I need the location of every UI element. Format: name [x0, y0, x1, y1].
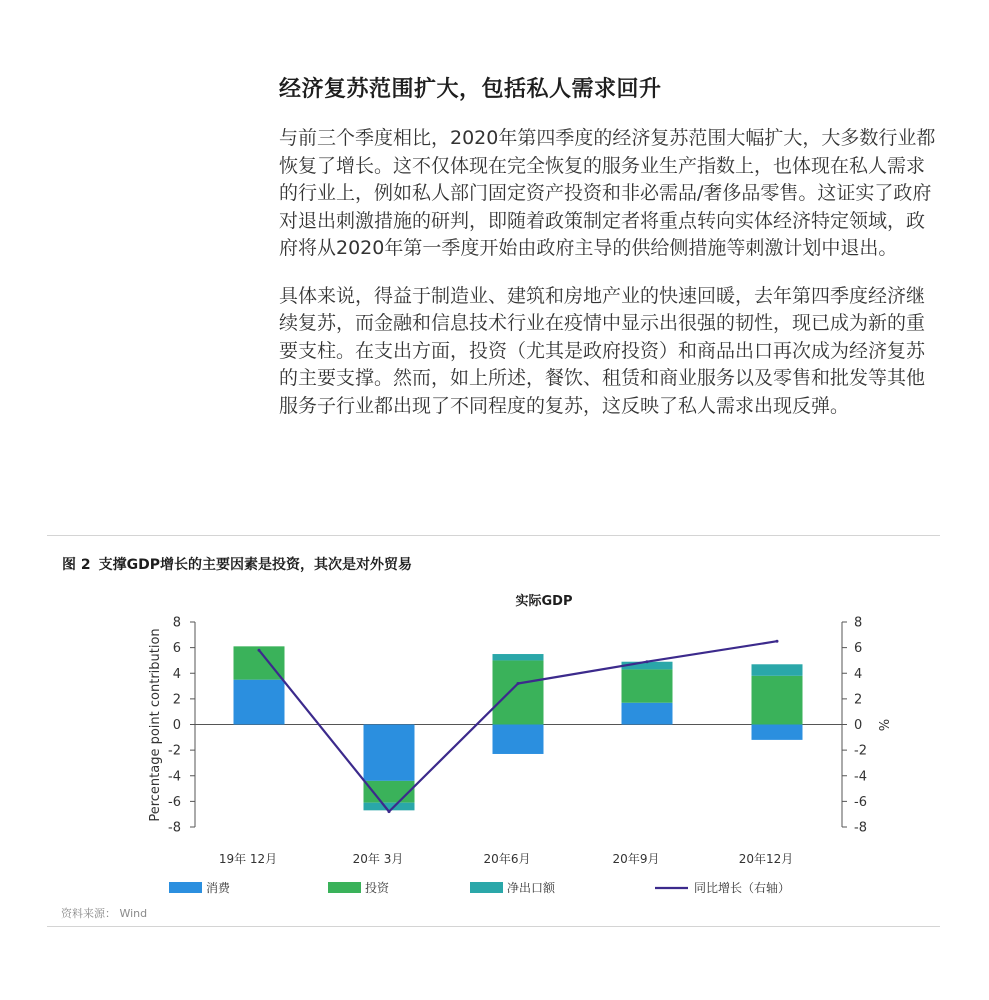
legend-label-line: 同比增长（右轴）	[694, 881, 791, 895]
x-category-label: 20年9月	[612, 852, 660, 866]
y2-tick-label: 2	[854, 692, 863, 708]
yoy-growth-point	[646, 660, 649, 663]
y-tick-label: -2	[168, 743, 181, 759]
yoy-growth-point	[517, 682, 520, 685]
article-paragraph-1: 与前三个季度相比，2020年第四季度的经济复苏范围大幅扩大，大多数行业都恢复了增长。这不仅体现在完全恢复的服务业生产指数上，也体现在私人需求的行业上，例如私人部门固定资产投资和非必需品/奢侈品零售。这证实了政府对退出刺激措施的研判，即随着政策制定者将重点转向实体经济特定领域，政府将从2020年第一季度开始由政府主导的供给侧措施等刺激计划中退出。	[279, 127, 936, 259]
yoy-growth-point	[776, 640, 779, 643]
yoy-growth-point	[258, 649, 261, 652]
y-tick-label: 2	[172, 692, 181, 708]
bar-segment-消费-20年6月	[493, 725, 544, 754]
y-tick-label: 0	[172, 718, 181, 733]
bar-segment-消费-20年 3月	[364, 725, 415, 781]
x-category-label: 19年 12月	[218, 852, 278, 866]
top-divider	[47, 535, 940, 536]
bar-segment-消费-20年9月	[622, 703, 673, 725]
y2-tick-label: -2	[854, 743, 867, 759]
bar-segment-投资-20年6月	[493, 660, 544, 724]
bar-segment-消费-19年 12月	[234, 680, 285, 725]
bar-segment-净出口额-20年 3月	[364, 803, 415, 811]
legend-swatch-消费	[169, 882, 202, 893]
figure-number: 图 2	[62, 557, 91, 573]
legend-swatch-投资	[328, 882, 361, 893]
y2-tick-label: 4	[854, 666, 863, 682]
y2-tick-label: 8	[854, 615, 863, 631]
y-tick-label: 6	[172, 641, 181, 657]
bar-segment-消费-20年12月	[752, 725, 803, 740]
y2-tick-label: -4	[854, 769, 867, 785]
yoy-growth-point	[388, 810, 391, 813]
y-axis-label: Percentage point contribution	[148, 628, 163, 822]
legend-swatch-净出口额	[470, 882, 503, 893]
source-note: 资料来源： Wind	[61, 907, 148, 920]
figure-caption	[62, 554, 412, 574]
legend-label-投资: 投资	[365, 881, 390, 895]
y-tick-label: -8	[168, 820, 181, 836]
y2-tick-label: -6	[854, 794, 867, 810]
figure-caption-text: 支撑GDP增长的主要因素是投资，其次是对外贸易	[98, 557, 412, 573]
bar-segment-净出口额-20年12月	[752, 664, 803, 676]
bar-segment-投资-20年 3月	[364, 781, 415, 803]
bar-segment-投资-20年12月	[752, 676, 803, 725]
legend-label-净出口额: 净出口额	[507, 881, 556, 895]
legend-label-消费: 消费	[206, 881, 231, 895]
bottom-divider	[47, 926, 940, 927]
gdp-contribution-chart	[0, 585, 989, 903]
y2-tick-label: 0	[854, 718, 863, 733]
y2-tick-label: -8	[854, 820, 867, 836]
article-paragraph-2: 具体来说，得益于制造业、建筑和房地产业的快速回暖，去年第四季度经济继续复苏，而金融和信息技术行业在疫情中显示出很强的韧性，现已成为新的重要支柱。在支出方面，投资（尤其是政府投资）和商品出口再次成为经济复苏的主要支撑。然而，如上所述，餐饮、租赁和商业服务以及零售和批发等其他服务子行业都出现了不同程度的复苏，这反映了私人需求出现反弹。	[279, 284, 926, 417]
bar-segment-净出口额-20年6月	[493, 654, 544, 660]
chart-title: 实际GDP	[515, 594, 573, 609]
y-tick-label: 4	[172, 666, 181, 682]
x-category-label: 20年12月	[738, 852, 794, 866]
bar-segment-投资-20年9月	[622, 669, 673, 702]
x-category-label: 20年 3月	[352, 852, 404, 866]
y-tick-label: -6	[168, 794, 181, 810]
article-heading: 经济复苏范围扩大，包括私人需求回升	[279, 77, 662, 102]
y2-tick-label: 6	[854, 641, 863, 657]
y-tick-label: -4	[168, 769, 181, 785]
y-tick-label: 8	[172, 615, 181, 631]
y2-axis-label: %	[875, 718, 890, 732]
article	[279, 72, 939, 440]
x-category-label: 20年6月	[483, 852, 531, 866]
